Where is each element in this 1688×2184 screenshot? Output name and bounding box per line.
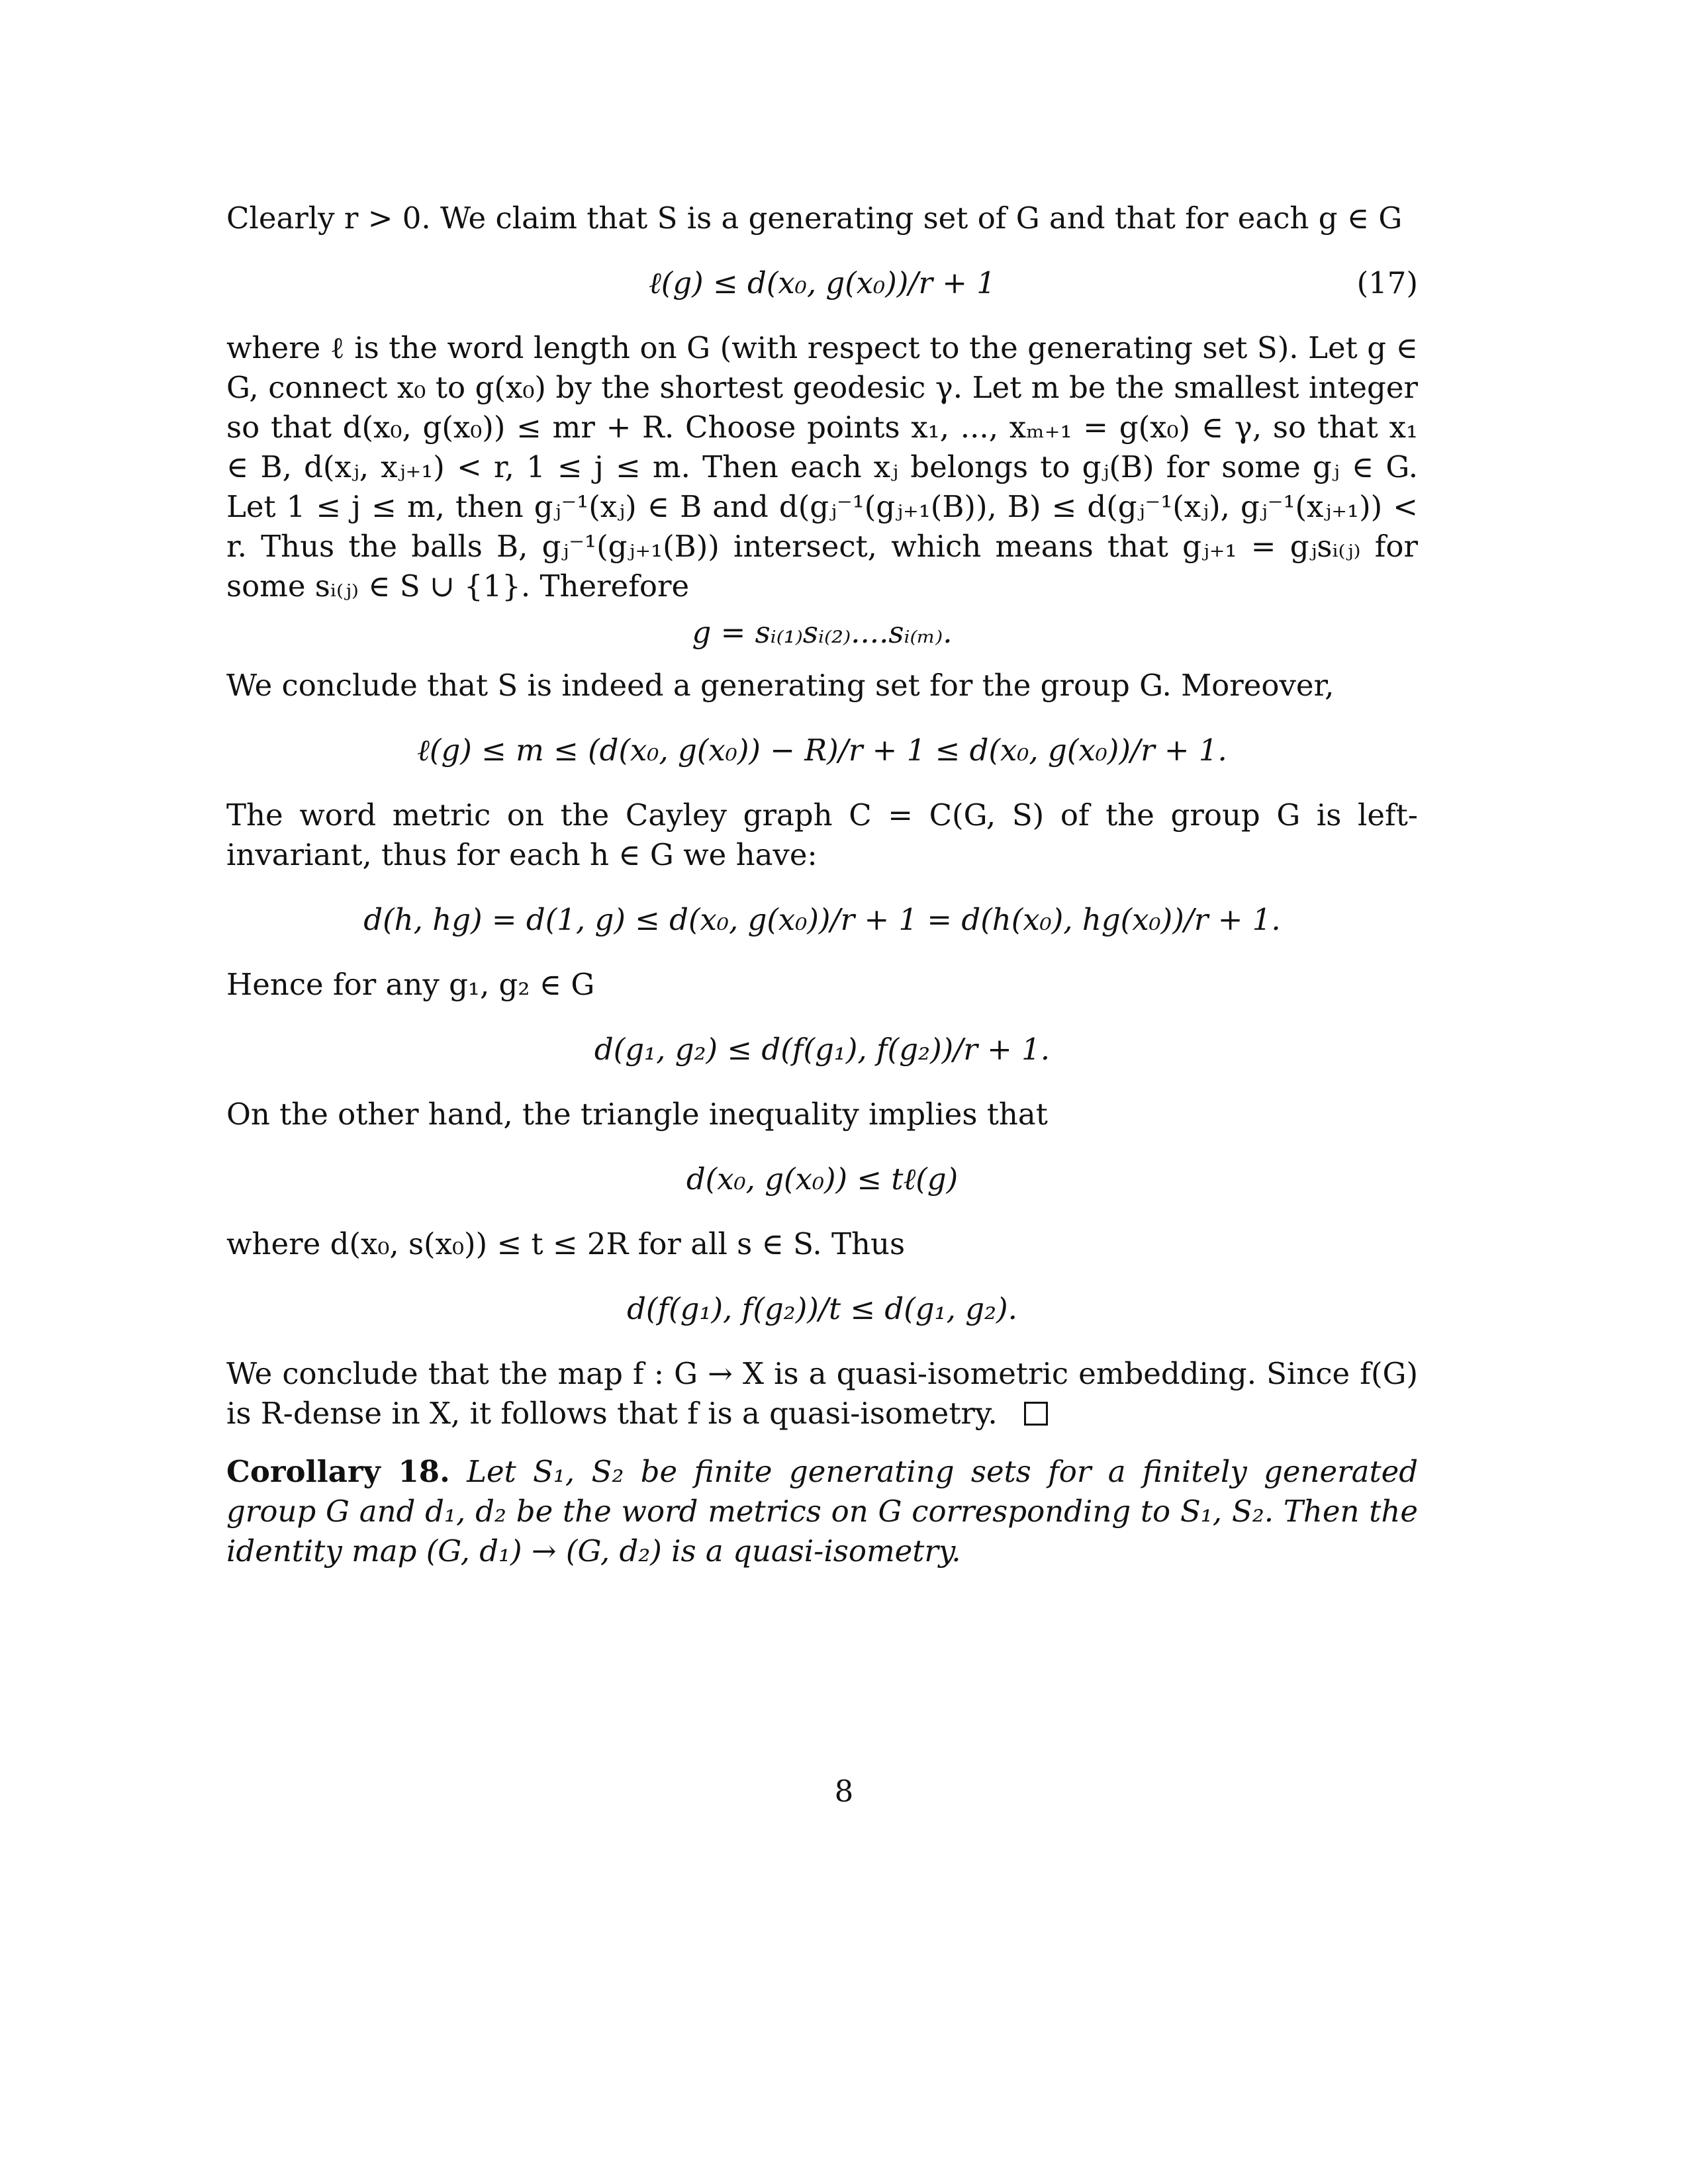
equation-number: (17) xyxy=(1356,265,1418,300)
equation-triangle: d(x₀, g(x₀)) ≤ tℓ(g) xyxy=(686,1161,959,1197)
corollary-18 xyxy=(226,1452,1418,1571)
equation-left-invariant: d(h, hg) = d(1, g) ≤ d(x₀, g(x₀))/r + 1 = d(h(x₀), hg(x₀))/r + 1. xyxy=(363,902,1281,937)
equation-distance-upper: d(g₁, g₂) ≤ d(f(g₁), f(g₂))/r + 1. xyxy=(594,1032,1051,1067)
paragraph-cayley-graph: The word metric on the Cayley graph C = C(G, S) of the group G is left-invariant, thus for each h ∈ G we have: xyxy=(226,797,1418,872)
paragraph-where-t: where d(x₀, s(x₀)) ≤ t ≤ 2R for all s ∈ S. Thus xyxy=(226,1226,906,1261)
paragraph-proof: where ℓ is the word length on G (with respect to the generating set S). Let g ∈ G, connect x₀ to g(x₀) by the shortest geodesic γ. Let m be the smallest integer so that d(x₀, g(x₀)) ≤ mr + R. Choose points x₁, ..., xₘ₊₁ = g(x₀) ∈ γ, so that x₁ ∈ B, d(xⱼ, xⱼ₊₁) < r, 1 ≤ j ≤ m. Then each xⱼ belongs to gⱼ(B) for some gⱼ ∈ G. Let 1 ≤ j ≤ m, then gⱼ⁻¹(xⱼ) ∈ B and d(gⱼ⁻¹(gⱼ₊₁(B)), B) ≤ d(gⱼ⁻¹(xⱼ), gⱼ⁻¹(xⱼ₊₁)) < r. Thus the balls B, gⱼ⁻¹(gⱼ₊₁(B)) intersect, which means that gⱼ₊₁ = gⱼsᵢ₍ⱼ₎ for some sᵢ₍ⱼ₎ ∈ S ∪ {1}. Therefore xyxy=(226,330,1418,604)
equation-g-product: g = sᵢ₍₁₎sᵢ₍₂₎....sᵢ₍ₘ₎. xyxy=(692,615,953,650)
corollary-statement: Let S₁, S₂ be finite generating sets for a finitely generated group G and d₁, d₂ be the word metrics on G corresponding to S₁, S₂. Then the identity map (G, d₁) → (G, d₂) is a quasi-isometry. xyxy=(226,1454,1418,1569)
paragraph-triangle: On the other hand, the triangle inequality implies that xyxy=(226,1097,1048,1132)
page-body xyxy=(226,199,1418,1571)
conclusion-text: We conclude that the map f : G → X is a quasi-isometric embedding. Since f(G) is R-dense in X, it follows that f is a quasi-isometry. xyxy=(226,1356,1418,1431)
equation-word-length-bound: ℓ(g) ≤ m ≤ (d(x₀, g(x₀)) − R)/r + 1 ≤ d(x₀, g(x₀))/r + 1. xyxy=(417,733,1227,768)
qed-icon xyxy=(1024,1402,1048,1426)
equation-17 xyxy=(226,263,1418,303)
paragraph-hence: Hence for any g₁, g₂ ∈ G xyxy=(226,967,595,1002)
corollary-label: Corollary 18. xyxy=(226,1454,450,1489)
paragraph-intro: Clearly r > 0. We claim that S is a generating set of G and that for each g ∈ G xyxy=(226,201,1403,236)
paragraph-conclusion xyxy=(226,1354,1418,1433)
page-number: 8 xyxy=(834,1774,854,1809)
equation-17-body: ℓ(g) ≤ d(x₀, g(x₀))/r + 1 xyxy=(649,265,996,300)
equation-distance-lower: d(f(g₁), f(g₂))/t ≤ d(g₁, g₂). xyxy=(627,1291,1017,1326)
paragraph-conclude-generating: We conclude that S is indeed a generating set for the group G. Moreover, xyxy=(226,668,1335,703)
